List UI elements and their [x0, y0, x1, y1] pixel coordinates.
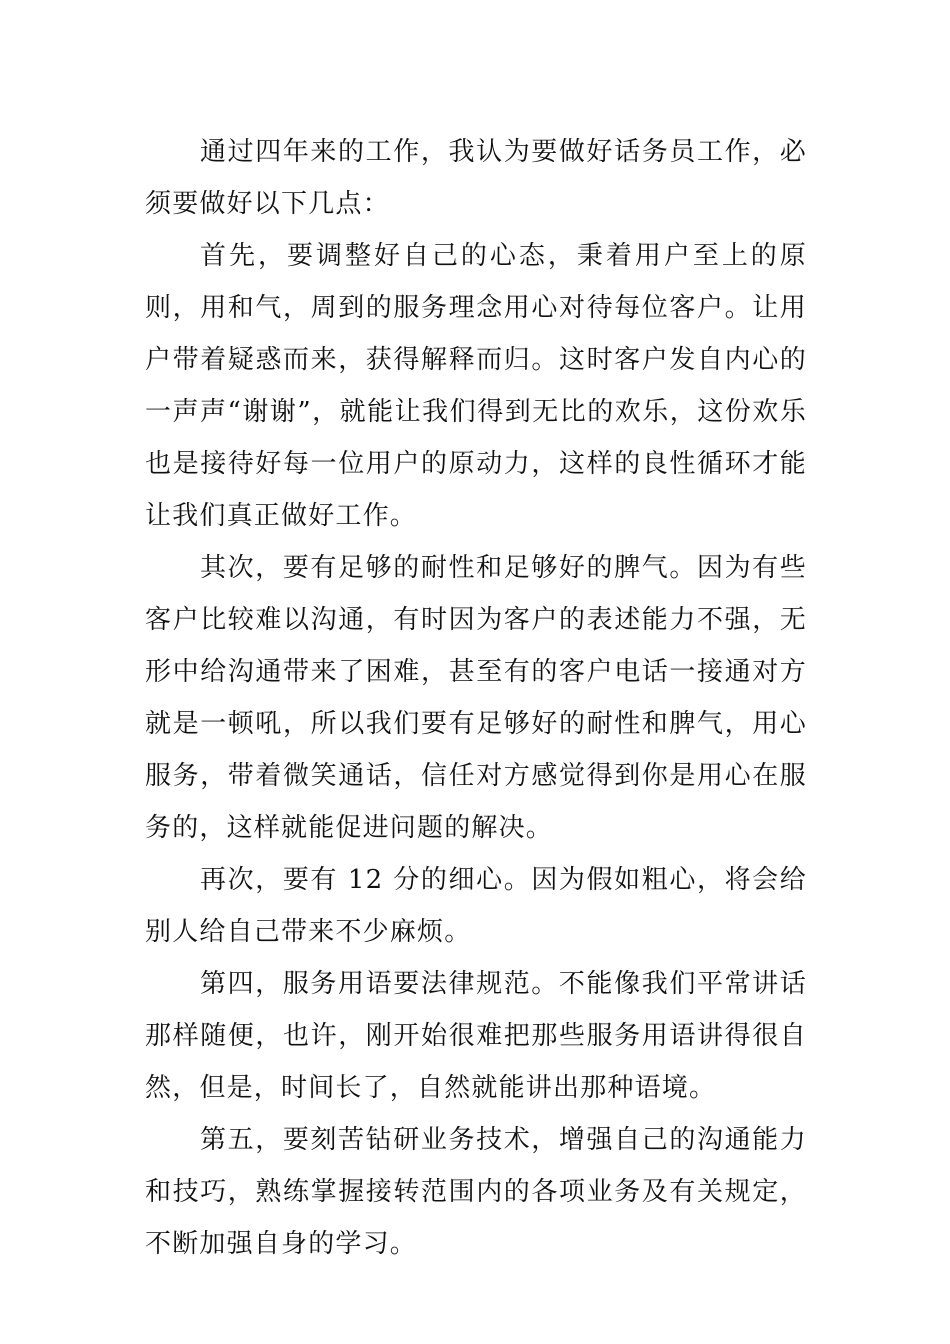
paragraph-fifth-point: 第五，要刻苦钻研业务技术，增强自己的沟通能力和技巧，熟练掌握接转范围内的各项业务及有关规定，不断加强自身的学习。	[145, 1125, 807, 1259]
paragraph-second-point: 其次，要有足够的耐性和足够好的脾气。因为有些客户比较难以沟通，有时因为客户的表述能力不强，无形中给沟通带来了困难，甚至有的客户电话一接通对方就是一顿吼，所以我们要有足够好的耐性和脾气，用心服务，带着微笑通话，信任对方感觉得到你是用心在服务的，这样就能促进问题的解决。	[145, 553, 807, 843]
paragraph-fourth-point: 第四，服务用语要法律规范。不能像我们平常讲话那样随便，也许，刚开始很难把那些服务用语讲得很自然，但是，时间长了，自然就能讲出那种语境。	[145, 969, 807, 1103]
paragraph-third-point: 再次，要有 12 分的细心。因为假如粗心，将会给别人给自己带来不少麻烦。	[145, 865, 807, 947]
paragraph-intro: 通过四年来的工作，我认为要做好话务员工作，必须要做好以下几点：	[145, 137, 807, 219]
paragraph-first-point: 首先，要调整好自己的心态，秉着用户至上的原则，用和气，周到的服务理念用心对待每位客户。让用户带着疑惑而来，获得解释而归。这时客户发自内心的一声声“谢谢”，就能让我们得到无比的欢乐，这份欢乐也是接待好每一位用户的原动力，这样的良性循环才能让我们真正做好工作。	[145, 241, 807, 531]
document-body	[145, 126, 807, 1270]
